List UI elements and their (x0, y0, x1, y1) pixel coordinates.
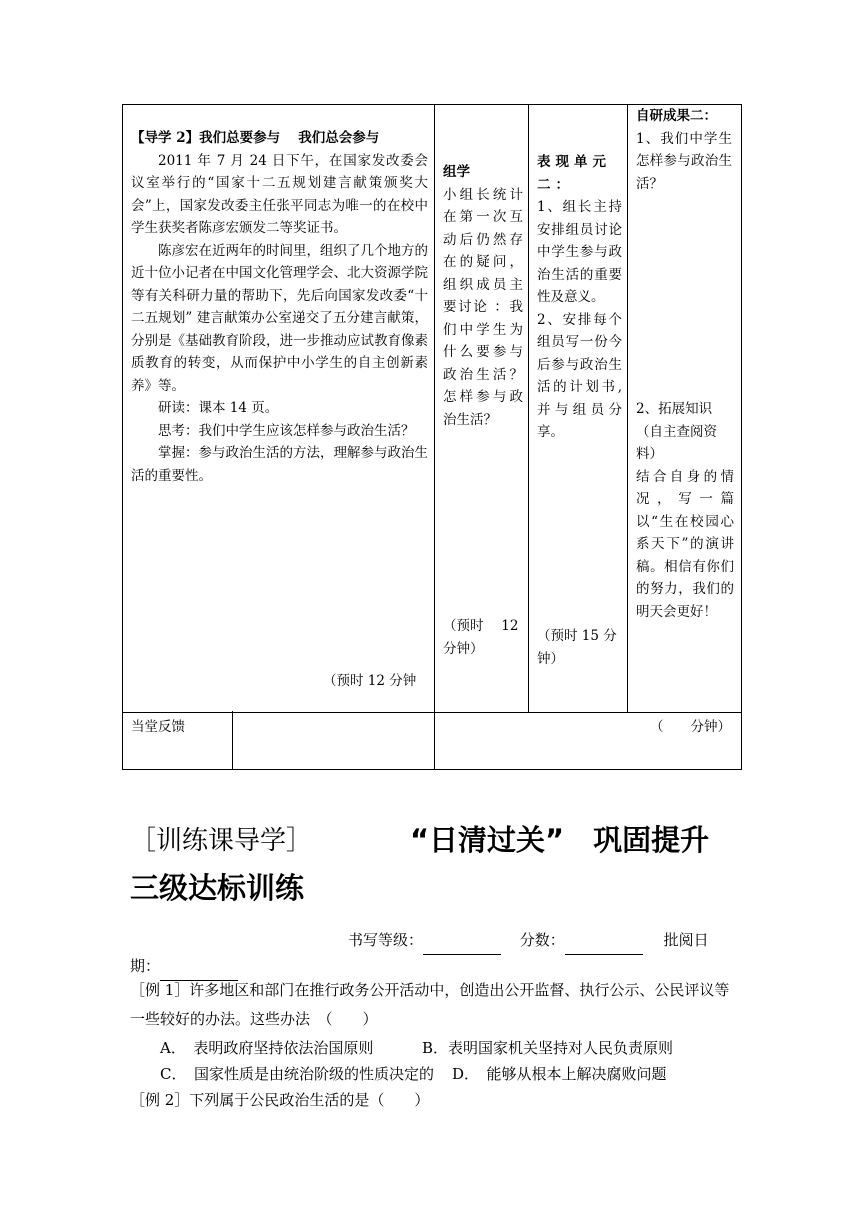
date-label-b: 期： (130, 957, 161, 975)
guide-title: 【导学 2】我们总要参与 我们总会参与 (131, 130, 380, 146)
feedback-cell[interactable] (435, 713, 742, 770)
ex1-stem-b: 一些较好的办法。这些办法 （ ） (130, 1010, 378, 1028)
ex2-stem: ［例 2］下列属于公民政治生活的是（ ） (130, 1091, 430, 1109)
section-title-2: 三级达标训练 (130, 871, 305, 905)
guide-paragraph-2: 陈彦宏在近两年的时间里，组织了几个地方的近十位小记者在中国文化管理学会、北大资源学院等有关科研力量的帮助下，先后向国家发改委“十二五规划” 建言献策办公室递交了五分建言献策，分别是《基础教育阶段，进一步推动应试教育像素质教育的转变，从而保护中小学生的自主创新素养》等。 (131, 242, 428, 394)
guide-paragraph-1: 2011 年 7 月 24 日下午，在国家发改委会议室举行的“国家十二五规划建言献策颁奖大会”上，国家发改委主任张平同志为唯一的在校中学生获奖者陈彦宏颁发二等奖证书。 (131, 152, 428, 236)
results-q1: 1、我们中学生怎样参与政治生活？ (636, 130, 732, 192)
results-q2-body: 结合自身的情况，写一篇以“生在校园心系天下”的演讲稿。相信有你们的努力，我们的明天会更好！ (636, 468, 734, 620)
feedback-divider (122, 711, 233, 769)
feedback-label: 当堂反馈 (131, 719, 185, 735)
feedback-time: （ 分钟） (650, 719, 731, 735)
results-q2-title: 2、拓展知识 (636, 401, 713, 417)
guide-master: 掌握：参与政治生活的方法，理解参与政治生活的重要性。 (131, 445, 428, 484)
ex1-option-d[interactable]: D． 能够从根本上解决腐败问题 (452, 1065, 667, 1083)
performance-time: （预时 15 分钟） (537, 628, 617, 667)
study-guide-table (122, 104, 742, 770)
results-q2-sub: （自主查阅资料） (636, 423, 717, 462)
score-label: 分数： (519, 931, 565, 949)
guide-think: 思考：我们中学生应该怎样参与政治生活？ (158, 422, 415, 439)
grade-blank[interactable] (423, 936, 501, 955)
ex1-option-b[interactable]: B．表明国家机关坚持对人民负责原则 (422, 1039, 674, 1057)
results-title: 自研成果二： (636, 108, 717, 124)
example-1 (130, 976, 740, 1115)
group-title: 组学 (443, 164, 470, 180)
guide-column (123, 105, 435, 713)
guide-read: 研读：课本 14 页。 (158, 400, 279, 416)
group-body: 小组长统计在第一次互动后仍然存在的疑问，组织成员主要讨论 ：我们中学生为什么要参与政治生活？怎样参与政治生活？ (443, 186, 523, 428)
ex1-option-c[interactable]: C． 国家性质是由统治阶级的性质决定的 (160, 1065, 434, 1083)
performance-item-1: 1、组长主持安排组员讨论中学生参与政治生活的重要性及意义。 (537, 199, 622, 305)
performance-item-2: 2、安排每个组员写一份今后参与政治生活的计划书,并与组员分享。 (537, 311, 622, 440)
ex1-stem-a: ［例 1］许多地区和部门在推行政务公开活动中，创造出公开监督、执行公示、公民评议等 (130, 981, 730, 999)
guide-time: （预时 12 分钟 (323, 673, 417, 689)
results-column (628, 105, 742, 713)
group-column (435, 105, 529, 713)
date-label-a: 批阅日 (663, 931, 709, 949)
performance-column (529, 105, 628, 713)
ex1-option-a[interactable]: A． 表明政府坚持依法治国原则 (160, 1039, 374, 1057)
grading-line (348, 926, 709, 955)
grade-label: 书写等级： (348, 931, 424, 949)
score-blank[interactable] (565, 936, 643, 955)
group-time: （预时 12 分钟） (443, 618, 519, 657)
section-title-1: “日清过关” 巩固提升 (410, 823, 710, 857)
performance-title: 表现单元二： (537, 154, 611, 193)
section-tag: ［训练课导学］ (130, 826, 313, 856)
